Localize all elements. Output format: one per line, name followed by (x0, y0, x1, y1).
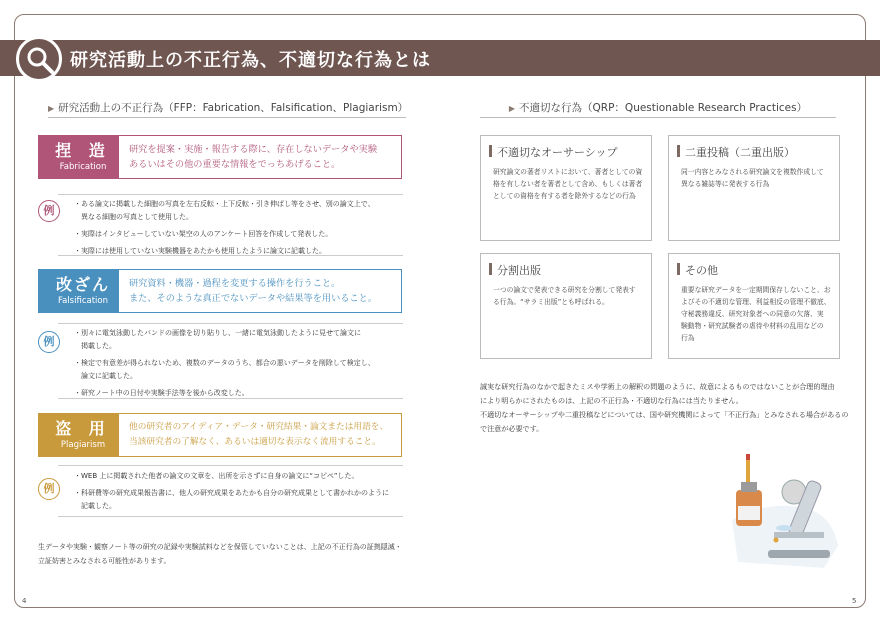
example-label: 例 (38, 331, 60, 353)
term-en: Falsification (58, 296, 108, 306)
term-en: Fabrication (59, 162, 107, 172)
note-line: で注意が必要です。 (480, 424, 544, 433)
box-desc-line: 重要な研究データを一定期間保存しないこと、お (681, 286, 831, 294)
box-desc-line: 一つの論文で発表できる研究を分割して発表す (493, 286, 636, 294)
example-label: 例 (38, 200, 60, 222)
title-banner (0, 40, 880, 76)
list-item: ・ある論文に掲載した細胞の写真を左右反転・上下反転・引き伸ばし等をさせ、別の論文上で、 (74, 200, 375, 208)
box-desc-line: 格を有しない者を著者として含め、もしくは著者 (493, 180, 643, 188)
list-item: ・実際には使用していない実験機器をあたかも使用したように論文に記載した。 (74, 247, 326, 255)
term-falsification (38, 269, 128, 313)
qrp-box-salami (480, 253, 652, 359)
box-title: 不適切なオーサーシップ (497, 146, 618, 159)
example-list-plagiarism (74, 470, 389, 513)
note-line: により明らかにされたものは、上記の不正行為・不適切な行為には当たりません。 (480, 396, 743, 405)
box-title: 二重投稿（二重出版） (685, 146, 795, 159)
list-item: 掲載した。 (74, 342, 116, 350)
triangle-icon: ▶ (48, 104, 55, 113)
term-jp: 盗 用 (55, 419, 111, 438)
term-fabrication (38, 135, 128, 179)
box-desc-line: 同一内容とみなされる研究論文を複数作成して (681, 168, 824, 176)
box-desc-line: 異なる雑誌等に発表する行為 (681, 180, 770, 188)
qrp-box-other (668, 253, 840, 359)
qrp-section-header (480, 100, 836, 118)
ffp-section-header (48, 100, 409, 118)
title-bar (489, 263, 492, 275)
example-label: 例 (38, 478, 60, 500)
box-desc-line: よびその不適切な管理、利益相反の管理不徹底、 (681, 298, 831, 306)
term-en: Plagiarism (60, 440, 106, 450)
example-list-falsification (74, 327, 375, 400)
page-number-right: 5 (852, 597, 857, 605)
page-number-left: 4 (22, 597, 27, 605)
definition-line: あるいはその他の重要な情報をでっちあげること。 (129, 159, 341, 170)
box-desc-line: 研究論文の著者リストにおいて、著者としての資 (493, 168, 643, 176)
qrp-box-authorship (480, 135, 652, 241)
ffp-header-text: 研究活動上の不正行為（FFP：Fabrication、Falsification、Plagiarism） (58, 102, 409, 114)
list-item: ・別々に電気泳動したバンドの画像を切り貼りし、一緒に電気泳動したように見せて論文に (74, 329, 361, 337)
qrp-header-text: 不適切な行為（QRP：Questionable Research Practices） (519, 102, 808, 114)
title-bar (489, 145, 492, 157)
page-title: 研究活動上の不正行為、不適切な行為とは (70, 50, 431, 71)
definition-line: また、そのような真正でないデータや結果等を用いること。 (129, 293, 378, 304)
definition-fabrication (118, 135, 402, 179)
list-item: 異なる細胞の写真として使用した。 (74, 213, 193, 221)
definition-line: 研究資料・機器・過程を変更する操作を行うこと。 (129, 278, 341, 289)
definition-line: 当該研究者の了解なく、あるいは適切な表示なく流用すること。 (129, 437, 381, 447)
box-desc-line: る行為。“サラミ出版”とも呼ばれる。 (493, 298, 609, 306)
note-line: 不適切なオーサーシップや二重投稿などについては、国や研究機関によって「不正行為」とみなされる場合があるの (480, 410, 849, 419)
definition-line: 研究を提案・実施・報告する際に、存在しないデータや実験 (129, 144, 378, 155)
list-item: 記載した。 (74, 502, 116, 510)
definition-plagiarism (118, 413, 402, 457)
list-item: 論文に記載した。 (74, 372, 137, 380)
box-desc-line: 行為 (681, 334, 695, 342)
box-desc-line: としての資格を有する者を除外するなどの行為 (493, 192, 636, 200)
definition-falsification (118, 269, 402, 313)
term-plagiarism (38, 413, 128, 457)
list-item: ・科研費等の研究成果報告書に、他人の研究成果をあたかも自分の研究成果として書かれかのように (74, 489, 389, 497)
triangle-icon: ▶ (508, 104, 516, 113)
note-line: 立証妨害とみなされる可能性があります。 (38, 557, 171, 565)
qrp-box-duplicate (668, 135, 840, 241)
title-bar (677, 263, 680, 275)
note-line: 生データや実験・観察ノート等の研究の記録や実験試料などを保管していないことは、上記の不正行為の証拠隠滅・ (38, 543, 402, 551)
magnifier-icon (16, 36, 62, 82)
term-jp: 改ざん (55, 275, 110, 294)
title-bar (677, 145, 680, 157)
list-item: ・検定で有意差が得られないため、複数のデータのうち、都合の悪いデータを削除して検定し、 (74, 359, 375, 367)
term-jp: 捏 造 (55, 141, 111, 160)
box-desc-line: 験動物・研究試験者の虐待や材料の乱用などの (681, 322, 824, 330)
left-note (38, 540, 402, 568)
note-line: 誠実な研究行為のなかで起きたミスや学術上の解釈の問題のように、故意によるものではないことが合理的理由 (480, 382, 835, 391)
list-item: ・研究ノート中の日付や実験手法等を後から改変した。 (74, 389, 249, 397)
lab-illustration (728, 450, 840, 570)
list-item: ・WEB 上に掲載された他者の論文の文章を、出所を示さずに自身の論文に“コピペ”した。 (74, 472, 359, 480)
right-note (480, 380, 848, 436)
box-title: その他 (685, 264, 718, 277)
box-desc-line: 守秘義務違反、研究対象者への同意の欠落、実 (681, 310, 824, 318)
box-title: 分割出版 (497, 264, 541, 277)
list-item: ・実際はインタビューしていない架空の人のアンケート回答を作成して発表した。 (74, 230, 333, 238)
definition-line: 他の研究者のアイディア・データ・研究結果・論文または用語を、 (129, 422, 389, 432)
example-list-fabrication (74, 198, 375, 258)
